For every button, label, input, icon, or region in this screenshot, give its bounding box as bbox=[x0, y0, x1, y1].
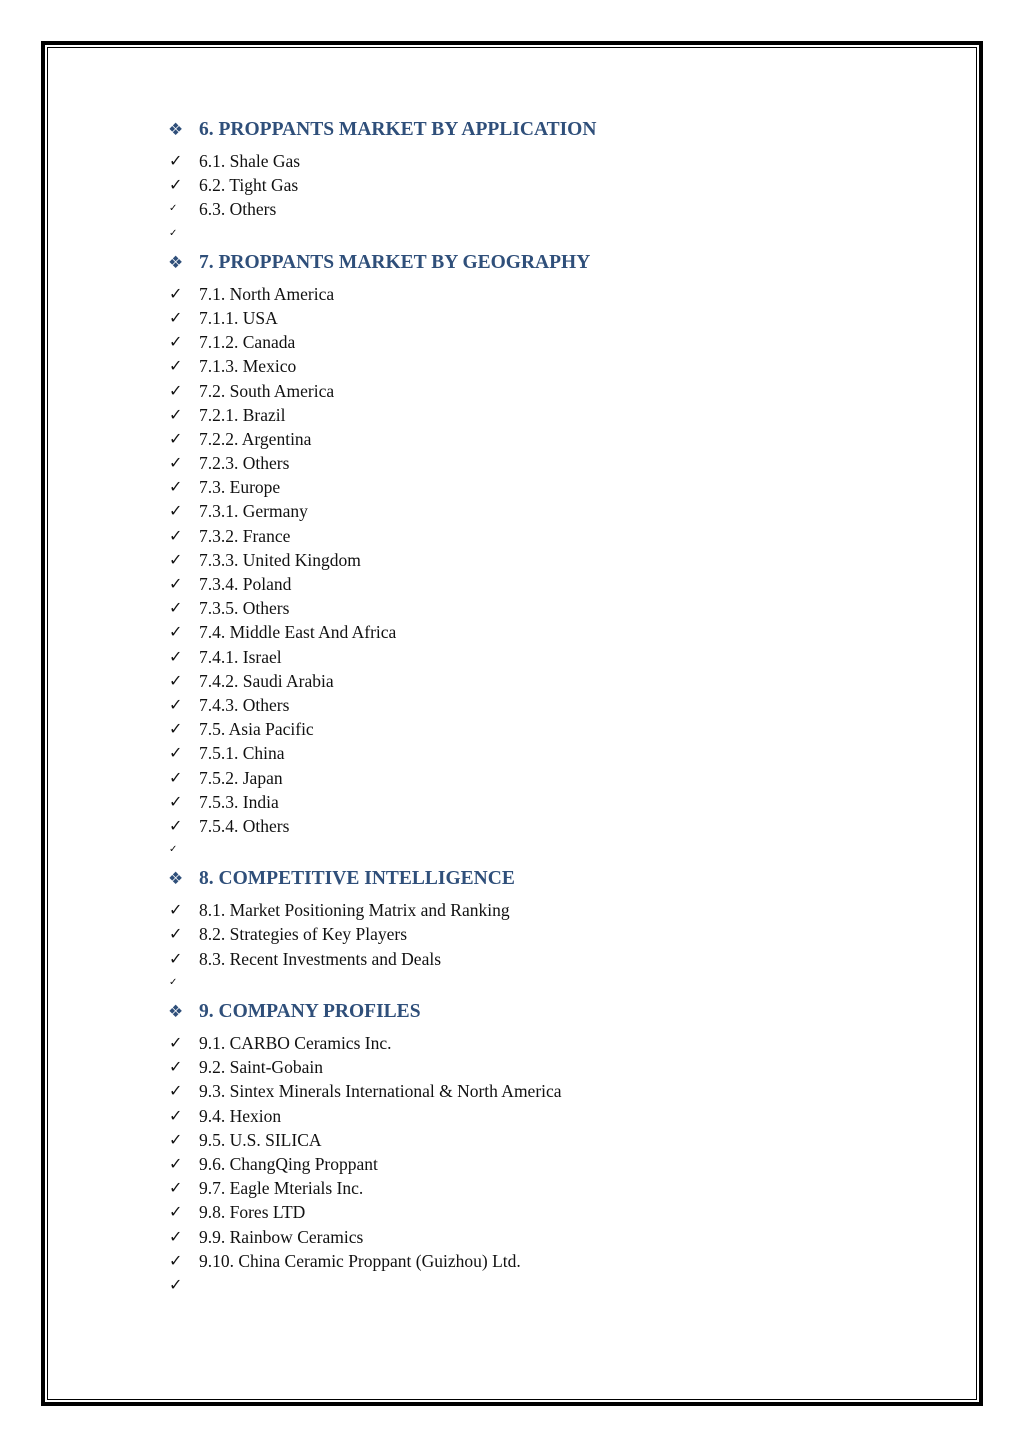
list-item-label: 7.1.3. Mexico bbox=[199, 356, 297, 377]
checkmark-icon: ✓ bbox=[169, 844, 178, 856]
empty-list-item bbox=[167, 222, 927, 246]
list-item-label: 8.2. Strategies of Key Players bbox=[199, 924, 408, 945]
list-item bbox=[167, 475, 927, 499]
list-item-label: 7.5.3. India bbox=[199, 791, 279, 812]
list-item-label: 9.1. CARBO Ceramics Inc. bbox=[199, 1033, 392, 1053]
list-item bbox=[167, 741, 927, 765]
list-item-label: 6.1. Shale Gas bbox=[199, 151, 301, 171]
list-item bbox=[167, 1200, 927, 1224]
empty-list-item bbox=[167, 838, 927, 862]
section-title: 7. PROPPANTS MARKET BY GEOGRAPHY bbox=[199, 251, 591, 273]
list-item-label: 8.1. Market Positioning Matrix and Ranking bbox=[199, 900, 510, 921]
list-item-label: 7.4.1. Israel bbox=[199, 646, 282, 667]
list-item bbox=[167, 898, 927, 922]
list-item bbox=[167, 572, 927, 596]
checkmark-icon: ✓ bbox=[169, 1178, 183, 1198]
list-item bbox=[167, 1104, 927, 1128]
checkmark-icon: ✓ bbox=[169, 151, 183, 170]
list-item bbox=[167, 922, 927, 946]
checkmark-icon: ✓ bbox=[169, 1057, 183, 1077]
checkmark-icon: ✓ bbox=[169, 1153, 183, 1173]
list-item-label: 8.3. Recent Investments and Deals bbox=[199, 948, 442, 969]
section-title: 6. PROPPANTS MARKET BY APPLICATION bbox=[199, 119, 597, 140]
list-item-label: 7.1.1. USA bbox=[199, 307, 278, 328]
list-item-label: 7.3.4. Poland bbox=[199, 574, 292, 594]
checkmark-icon: ✓ bbox=[169, 501, 183, 521]
checkmark-icon: ✓ bbox=[169, 525, 183, 545]
checkmark-icon: ✓ bbox=[169, 283, 183, 303]
list-item bbox=[167, 149, 927, 173]
list-item-label: 7.2.1. Brazil bbox=[199, 404, 286, 425]
list-item-label: 7.3.2. France bbox=[199, 525, 291, 546]
list-item-label: 7.3.1. Germany bbox=[199, 501, 308, 522]
list-item-label: 7.4.2. Saudi Arabia bbox=[199, 670, 334, 691]
checkmark-icon: ✓ bbox=[169, 356, 183, 376]
checkmark-icon: ✓ bbox=[169, 549, 183, 569]
list-item bbox=[167, 354, 927, 378]
list-item bbox=[167, 451, 927, 475]
list-item-label: 7.1. North America bbox=[199, 283, 335, 304]
list-item-label: 7.2. South America bbox=[199, 380, 335, 401]
list-item bbox=[167, 427, 927, 451]
list-item bbox=[167, 548, 927, 572]
checkmark-icon: ✓ bbox=[169, 1274, 183, 1294]
list-item-label: 7.3. Europe bbox=[199, 477, 281, 498]
list-item bbox=[167, 1176, 927, 1200]
list-item bbox=[167, 1031, 927, 1055]
list-item bbox=[167, 620, 927, 644]
list-item-label: 7.5. Asia Pacific bbox=[199, 719, 314, 740]
list-item bbox=[167, 403, 927, 427]
list-item-label: 9.6. ChangQing Proppant bbox=[199, 1153, 378, 1174]
list-item bbox=[167, 173, 927, 197]
section-heading bbox=[167, 246, 927, 282]
list-item-label: 7.5.1. China bbox=[199, 743, 285, 764]
list-item bbox=[167, 766, 927, 790]
list-item bbox=[167, 1128, 927, 1152]
checkmark-icon: ✓ bbox=[169, 477, 183, 497]
list-item bbox=[167, 1152, 927, 1176]
list-item bbox=[167, 1249, 927, 1273]
checkmark-icon: ✓ bbox=[169, 1081, 183, 1101]
checkmark-icon: ✓ bbox=[169, 791, 183, 811]
list-item-label: 7.5.4. Others bbox=[199, 815, 290, 836]
checkmark-icon: ✓ bbox=[169, 428, 183, 448]
list-item bbox=[167, 524, 927, 548]
list-item bbox=[167, 379, 927, 403]
section-heading bbox=[167, 995, 927, 1031]
checkmark-icon: ✓ bbox=[169, 900, 183, 920]
checkmark-icon: ✓ bbox=[169, 453, 183, 473]
checkmark-icon: ✓ bbox=[169, 1226, 183, 1246]
list-item bbox=[167, 717, 927, 741]
list-item bbox=[167, 596, 927, 620]
list-item bbox=[167, 330, 927, 354]
list-item-label: 7.2.2. Argentina bbox=[199, 428, 312, 449]
section-heading bbox=[167, 862, 927, 898]
list-item bbox=[167, 197, 927, 221]
list-item-label: 9.5. U.S. SILICA bbox=[199, 1129, 322, 1150]
diamond-bullet-icon: ❖ bbox=[168, 252, 184, 273]
checkmark-icon: ✓ bbox=[169, 719, 183, 739]
list-item bbox=[167, 282, 927, 306]
checkmark-icon: ✓ bbox=[169, 598, 183, 618]
list-item bbox=[167, 814, 927, 838]
list-item-label: 7.4. Middle East And Africa bbox=[199, 622, 397, 643]
table-of-contents bbox=[167, 113, 927, 1297]
list-item bbox=[167, 693, 927, 717]
checkmark-icon: ✓ bbox=[169, 404, 183, 424]
checkmark-icon: ✓ bbox=[169, 203, 178, 215]
checkmark-icon: ✓ bbox=[169, 175, 183, 195]
checkmark-icon: ✓ bbox=[169, 948, 183, 968]
list-item bbox=[167, 499, 927, 523]
section-heading bbox=[167, 113, 927, 149]
list-item-label: 9.2. Saint-Gobain bbox=[199, 1057, 323, 1078]
list-item-label: 9.8. Fores LTD bbox=[199, 1202, 306, 1223]
checkmark-icon: ✓ bbox=[169, 227, 178, 239]
list-item-label: 6.2. Tight Gas bbox=[199, 175, 299, 196]
diamond-bullet-icon: ❖ bbox=[168, 1002, 184, 1022]
checkmark-icon: ✓ bbox=[169, 924, 183, 944]
list-item bbox=[167, 1079, 927, 1103]
checkmark-icon: ✓ bbox=[169, 307, 183, 327]
list-item-label: 9.7. Eagle Mterials Inc. bbox=[199, 1178, 364, 1199]
checkmark-icon: ✓ bbox=[169, 1105, 183, 1125]
checkmark-icon: ✓ bbox=[169, 646, 183, 666]
list-item-label: 9.10. China Ceramic Proppant (Guizhou) Ltd. bbox=[199, 1250, 521, 1271]
checkmark-icon: ✓ bbox=[169, 1250, 183, 1270]
list-item-label: 7.4.3. Others bbox=[199, 694, 290, 715]
list-item-label: 7.5.2. Japan bbox=[199, 767, 283, 788]
checkmark-icon: ✓ bbox=[169, 743, 183, 763]
diamond-bullet-icon: ❖ bbox=[168, 120, 184, 140]
checkmark-icon: ✓ bbox=[169, 1033, 183, 1052]
list-item-label: 9.3. Sintex Minerals International & North America bbox=[199, 1081, 562, 1102]
section-title: 9. COMPANY PROFILES bbox=[199, 1001, 421, 1022]
list-item-label: 7.1.2. Canada bbox=[199, 332, 296, 353]
checkmark-icon: ✓ bbox=[169, 1129, 183, 1149]
list-item-label: 6.3. Others bbox=[199, 199, 277, 220]
checkmark-icon: ✓ bbox=[169, 332, 183, 352]
list-item-label: 9.4. Hexion bbox=[199, 1105, 282, 1126]
list-item bbox=[167, 947, 927, 971]
diamond-bullet-icon: ❖ bbox=[168, 869, 184, 890]
list-item bbox=[167, 669, 927, 693]
list-item bbox=[167, 790, 927, 814]
checkmark-icon: ✓ bbox=[169, 976, 178, 988]
list-item-label: 7.3.3. United Kingdom bbox=[199, 549, 361, 570]
checkmark-icon: ✓ bbox=[169, 380, 183, 400]
empty-list-item bbox=[167, 1273, 927, 1297]
checkmark-icon: ✓ bbox=[169, 622, 183, 642]
list-item-label: 7.3.5. Others bbox=[199, 598, 290, 619]
checkmark-icon: ✓ bbox=[169, 694, 183, 714]
list-item-label: 7.2.3. Others bbox=[199, 453, 290, 474]
checkmark-icon: ✓ bbox=[169, 815, 183, 835]
list-item bbox=[167, 645, 927, 669]
list-item bbox=[167, 306, 927, 330]
checkmark-icon: ✓ bbox=[169, 574, 183, 593]
list-item bbox=[167, 1055, 927, 1079]
checkmark-icon: ✓ bbox=[169, 670, 183, 690]
list-item bbox=[167, 1225, 927, 1249]
checkmark-icon: ✓ bbox=[169, 1202, 183, 1222]
section-title: 8. COMPETITIVE INTELLIGENCE bbox=[199, 868, 515, 890]
list-item-label: 9.9. Rainbow Ceramics bbox=[199, 1226, 364, 1247]
empty-list-item bbox=[167, 971, 927, 995]
checkmark-icon: ✓ bbox=[169, 767, 183, 787]
